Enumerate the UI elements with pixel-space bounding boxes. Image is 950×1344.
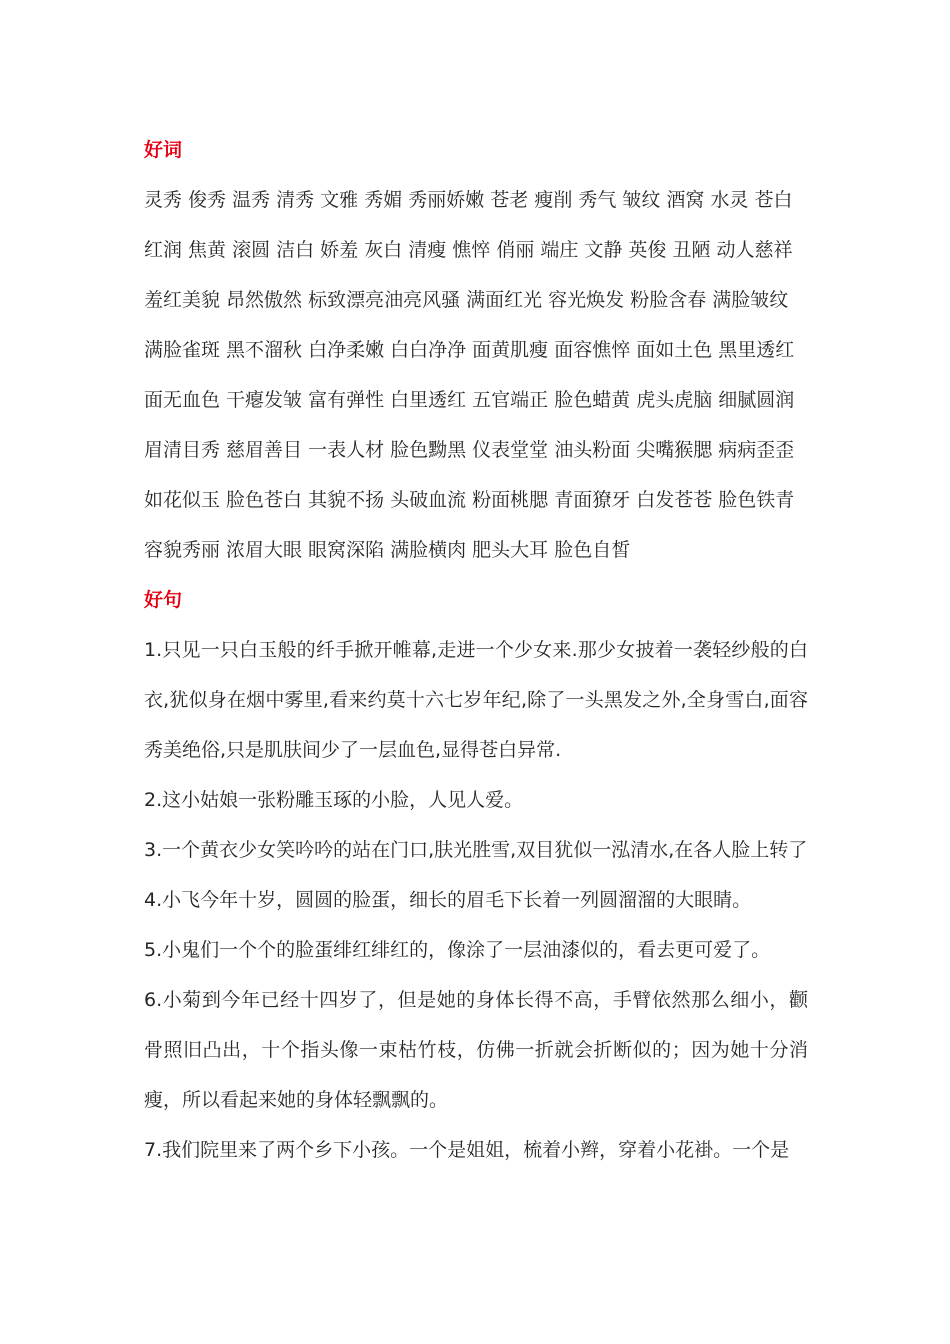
sentence-item: 7.我们院里来了两个乡下小孩。一个是姐姐，梳着小辫，穿着小花褂。一个是 xyxy=(144,1139,790,1161)
sentence-item: 6.小菊到今年已经十四岁了，但是她的身体长得不高，手臂依然那么细小，颧骨照旧凸出，十个指头像一束枯竹枝，仿佛一折就会折断似的；因为她十分消瘦，所以看起来她的身体轻飘飘的。 xyxy=(144,989,808,1111)
good-words-heading: 好词 xyxy=(144,139,183,161)
good-sentences-list xyxy=(144,625,808,1175)
word-line: 满脸雀斑 黑不溜秋 白净柔嫩 白白净净 面黄肌瘦 面容憔悴 面如土色 黑里透红 xyxy=(144,339,795,361)
sentence-item: 3.一个黄衣少女笑吟吟的站在门口,肤光胜雪,双目犹似一泓清水,在各人脸上转了 xyxy=(144,839,808,861)
sentence-item: 2.这小姑娘一张粉雕玉琢的小脸，人见人爱。 xyxy=(144,789,524,811)
word-line: 眉清目秀 慈眉善目 一表人材 脸色黝黑 仪表堂堂 油头粉面 尖嘴猴腮 病病歪歪 xyxy=(144,439,795,461)
sentence-item: 1.只见一只白玉般的纤手掀开帷幕,走进一个少女来.那少女披着一袭轻纱般的白衣,犹似身在烟中雾里,看来约莫十六七岁年纪,除了一头黑发之外,全身雪白,面容秀美绝俗,只是肌肤间少了一层血色,显得苍白异常. xyxy=(144,639,808,761)
good-sentences-heading: 好句 xyxy=(144,589,183,611)
word-line: 羞红美貌 昂然傲然 标致漂亮油亮风骚 满面红光 容光焕发 粉脸含春 满脸皱纹 xyxy=(144,289,789,311)
word-line: 红润 焦黄 滚圆 洁白 娇羞 灰白 清瘦 憔悴 俏丽 端庄 文静 英俊 丑陋 动人慈祥 xyxy=(144,239,793,261)
word-line: 容貌秀丽 浓眉大眼 眼窝深陷 满脸横肉 肥头大耳 脸色自皙 xyxy=(144,539,631,561)
good-words-list xyxy=(144,175,808,575)
word-line: 如花似玉 脸色苍白 其貌不扬 头破血流 粉面桃腮 青面獠牙 白发苍苍 脸色铁青 xyxy=(144,489,795,511)
document-page xyxy=(144,125,808,1175)
sentence-item: 4.小飞今年十岁，圆圆的脸蛋，细长的眉毛下长着一列圆溜溜的大眼睛。 xyxy=(144,889,752,911)
sentence-item: 5.小鬼们一个个的脸蛋绯红绯红的，像涂了一层油漆似的，看去更可爱了。 xyxy=(144,939,771,961)
word-line: 面无血色 干瘪发皱 富有弹性 白里透红 五官端正 脸色蜡黄 虎头虎脑 细腻圆润 xyxy=(144,389,795,411)
word-line: 灵秀 俊秀 温秀 清秀 文雅 秀媚 秀丽娇嫩 苍老 瘦削 秀气 皱纹 酒窝 水灵 苍白 xyxy=(144,189,793,211)
